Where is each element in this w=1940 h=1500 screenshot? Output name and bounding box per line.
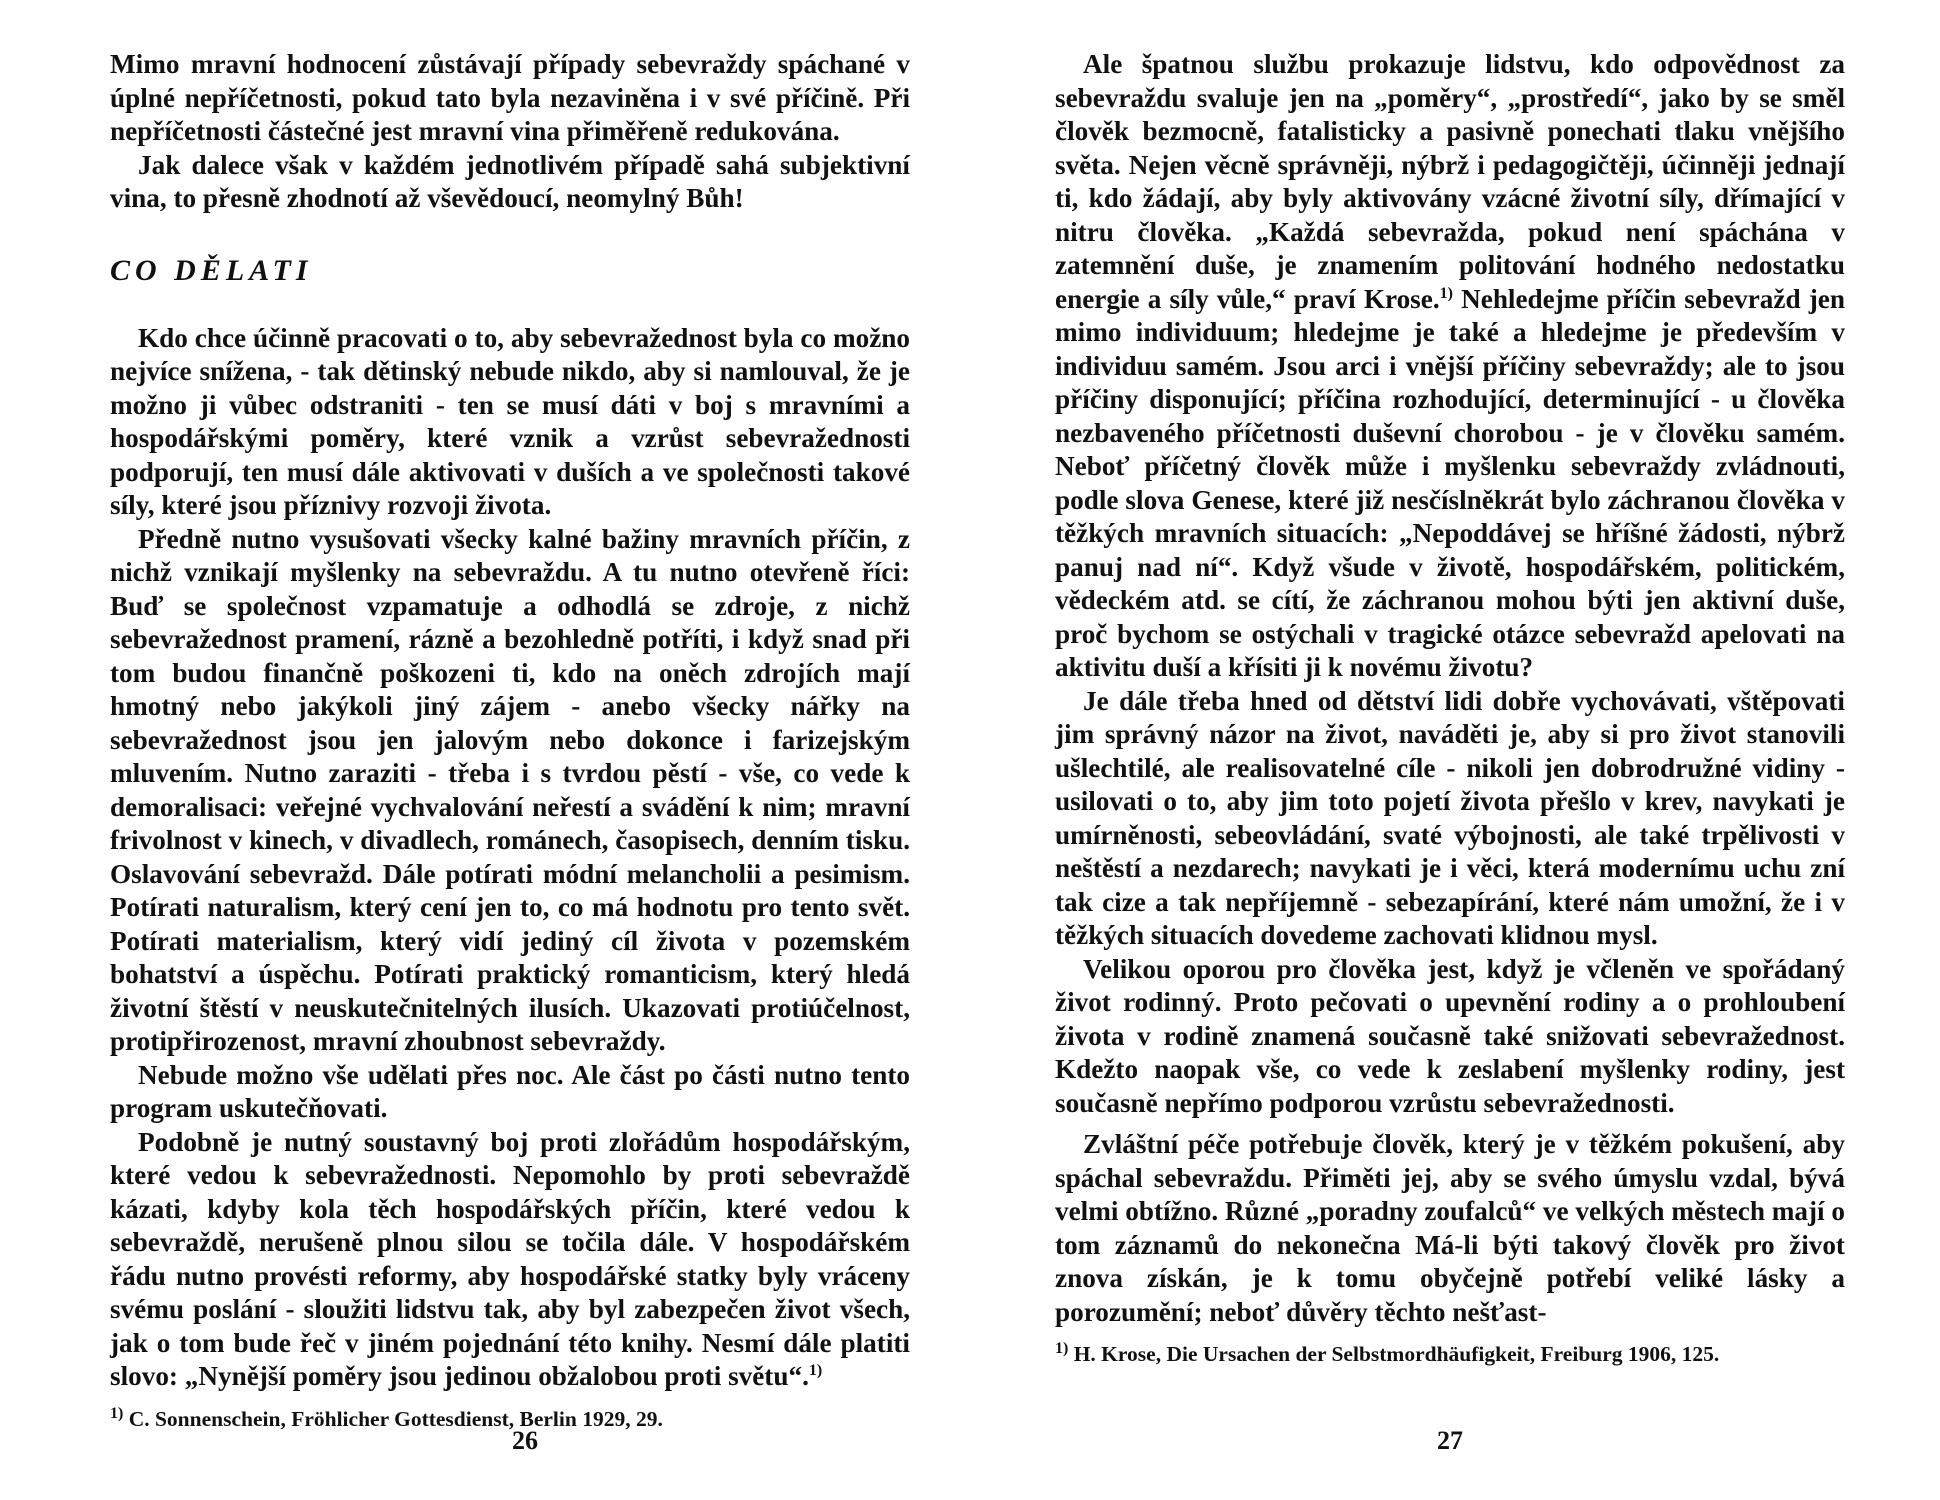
paragraph <box>110 1126 910 1394</box>
page-number: 27 <box>1437 1426 1463 1455</box>
paragraph: Je dále třeba hned od dětství lidi dobře vychovávati, vštěpovati jim správný názor na život, naváděti je, aby si pro život stanovili ušlechtilé, ale realisovatelné cíle - nikoli jen dobrodružné vidiny - usilovati o to, aby jim toto pojetí života přešlo v krev, navykati je umírněnosti, sebeovládání, svaté výbojnosti, ale také trpělivosti v neštěstí a nezdarech; navykati je i věci, která modernímu uchu zní tak cize a tak nepříjemně - sebezapírání, které nám umožní, že i v těžkých situacích dovedeme zachovati klidnou mysl. <box>1055 685 1845 950</box>
right-page-text <box>1055 48 1845 1329</box>
left-page <box>110 48 910 1468</box>
paragraph: Předně nutno vysušovati všecky kalné bažiny mravních příčin, z nichž vznikají myšlenky na sebevraždu. A tu nutno otevřeně říci: Buď se společnost vzpamatuje a odhodlá se zdroje, z nichž sebevražednost pramení, rázně a bezohledně potříti, i když snad při tom budou finančně poškozeni ti, kdo na oněch zdrojích mají hmotný nebo jakýkoli jiný zájem - anebo všecky nářky na sebevražednost jsou jen jalovým nebo dokonce i farizejským mluvením. Nutno zaraziti - třeba i s tvrdou pěstí - vše, co vede k demoralisaci: veřejné vychvalování neřestí a svádění k nim; mravní frivolnost v kinech, v divadlech, románech, časopisech, denním tisku. Oslavování sebevražd. Dále potírati módní melancholii a pesimism. Potírati naturalism, který cení jen to, co má hodnotu pro tento svět. Potírati materialism, který vidí jediný cíl života v pozemském bohatství a úspěchu. Potírati praktický romanticism, který hledá životní štěstí v neuskutečnitelných ilusích. Ukazovati protiúčelnost, protipřirozenost, mravní zhoubnost sebevraždy. <box>110 523 910 1056</box>
paragraph-text: Nehledejme příčin sebevražd jen mimo individuum; hledejme je také a hledejme je především v individuu samém. Jsou arci i vnější příčiny sebevraždy; ale to jsou příčiny disponující; příčina rozhodující, determinující - u člověka nezbaveného příčetnosti duševní chorobou - je v člověku samém. Neboť příčetný člověk může i myšlenku sebevraždy zvládnouti, podle slova Genese, které již nesčíslněkrát bylo záchranou člověka v těžkých mravních situacích: „Nepoddávej se hříšné žádosti, nýbrž panuj nad ní“. Když všude v životě, hospodářském, politickém, vědeckém atd. se cítí, že záchranou mohou býti jen aktivní duše, proč bychom se ostýchali v tragické otázce sebevražd apelovati na aktivitu duší a křísiti ji k novému životu? <box>1055 283 1845 682</box>
footnote <box>1055 1341 1845 1368</box>
paragraph: Velikou oporou pro člověka jest, když je včleněn ve spořádaný život rodinný. Proto pečovati o upevnění rodiny a o prohloubení života v rodině znamená současně také snižovati sebevražednost. Kdežto naopak vše, co vede k zeslabení myšlenky rodiny, jest současně nepřímo podporou vzrůstu sebevražednosti. <box>1055 953 1845 1118</box>
footnote-mark: 1) <box>110 1404 124 1422</box>
footnote-text: H. Krose, Die Ursachen der Selbstmordhäufigkeit, Freiburg 1906, 125. <box>1073 1342 1720 1366</box>
footnote-reference: 1) <box>1439 284 1453 302</box>
paragraph <box>1055 48 1845 685</box>
paragraph: Jak dalece však v každém jednotlivém případě sahá subjektivní vina, to přesně zhodnotí až vševědoucí, neomylný Bůh! <box>110 149 910 213</box>
page-number: 26 <box>512 1426 538 1455</box>
paragraph: Nebude možno vše udělati přes noc. Ale část po části nutno tento program uskutečňovati. <box>110 1059 910 1123</box>
paragraph: Mimo mravní hodnocení zůstávají případy sebevraždy spáchané v úplné nepříčetnosti, pokud tato byla nezaviněna i v své příčině. Při nepříčetnosti částečné jest mravní vina přiměřeně redukována. <box>110 49 910 146</box>
paragraph: Zvláštní péče potřebuje člověk, který je v těžkém pokušení, aby spáchal sebevraždu. Přiměti jej, aby se svého úmyslu vzdal, bývá velmi obtížno. Různé „poradny zoufalců“ ve velkých městech mají o tom záznamů do nekonečna Má-li býti takový člověk pro život znova získán, je k tomu obyčejně potřebí veliké lásky a porozumění; neboť důvěry těchto nešťast- <box>1055 1129 1845 1327</box>
left-page-text <box>110 48 910 1394</box>
footnote-text: C. Sonnenschein, Fröhlicher Gottesdienst, Berlin 1929, 29. <box>128 1406 663 1431</box>
footnote-mark: 1) <box>1055 1339 1069 1357</box>
right-page <box>1055 48 1845 1468</box>
paragraph-text: Podobně je nutný soustavný boj proti zlořádům hospodářským, které vedou k sebevražednosti. Nepomohlo by proti sebevraždě kázati, kdyby kola těch hospodářských příčin, které vedou k sebevraždě, nerušeně plnou silou se točila dále. V hospodářském řádu nutno provésti reformy, aby hospodářské statky byly vráceny svému poslání - sloužiti lidstvu tak, aby byl zabezpečen život všech, jak o tom bude řeč v jiném pojednání této knihy. Nesmí dále platiti slovo: „Nynější poměry jsou jedinou obžalobou proti světu“. <box>110 1126 910 1391</box>
paragraph: Kdo chce účinně pracovati o to, aby sebevražednost byla co možno nejvíce snížena, - tak dětinský nebude nikdo, aby si namlouval, že je možno ji vůbec odstraniti - ten se musí dáti v boj s mravními a hospodářskými poměry, které vznik a vzrůst sebevražednosti podporují, ten musí dále aktivovati v duších a ve společnosti takové síly, které jsou příznivy rozvoji života. <box>110 322 910 520</box>
section-heading: CO DĚLATI <box>110 253 313 287</box>
footnote-reference: 1) <box>808 1361 823 1379</box>
paragraph-text: Ale špatnou službu prokazuje lidstvu, kdo odpovědnost za sebevraždu svaluje jen na „poměry“, „prostředí“, jako by se směl člověk bezmocně, fatalisticky a pasivně ponechati tlaku vnějšího světa. Nejen věcně správněji, nýbrž i pedagogičtěji, účinněji jednají ti, kdo žádají, aby byly aktivovány vzácné životní síly, dřímající v nitru člověka. „Každá sebevražda, pokud není spáchána v zatemnění duše, je znamením politování hodného nedostatku energie a síly vůle,“ praví Krose. <box>1055 49 1845 314</box>
